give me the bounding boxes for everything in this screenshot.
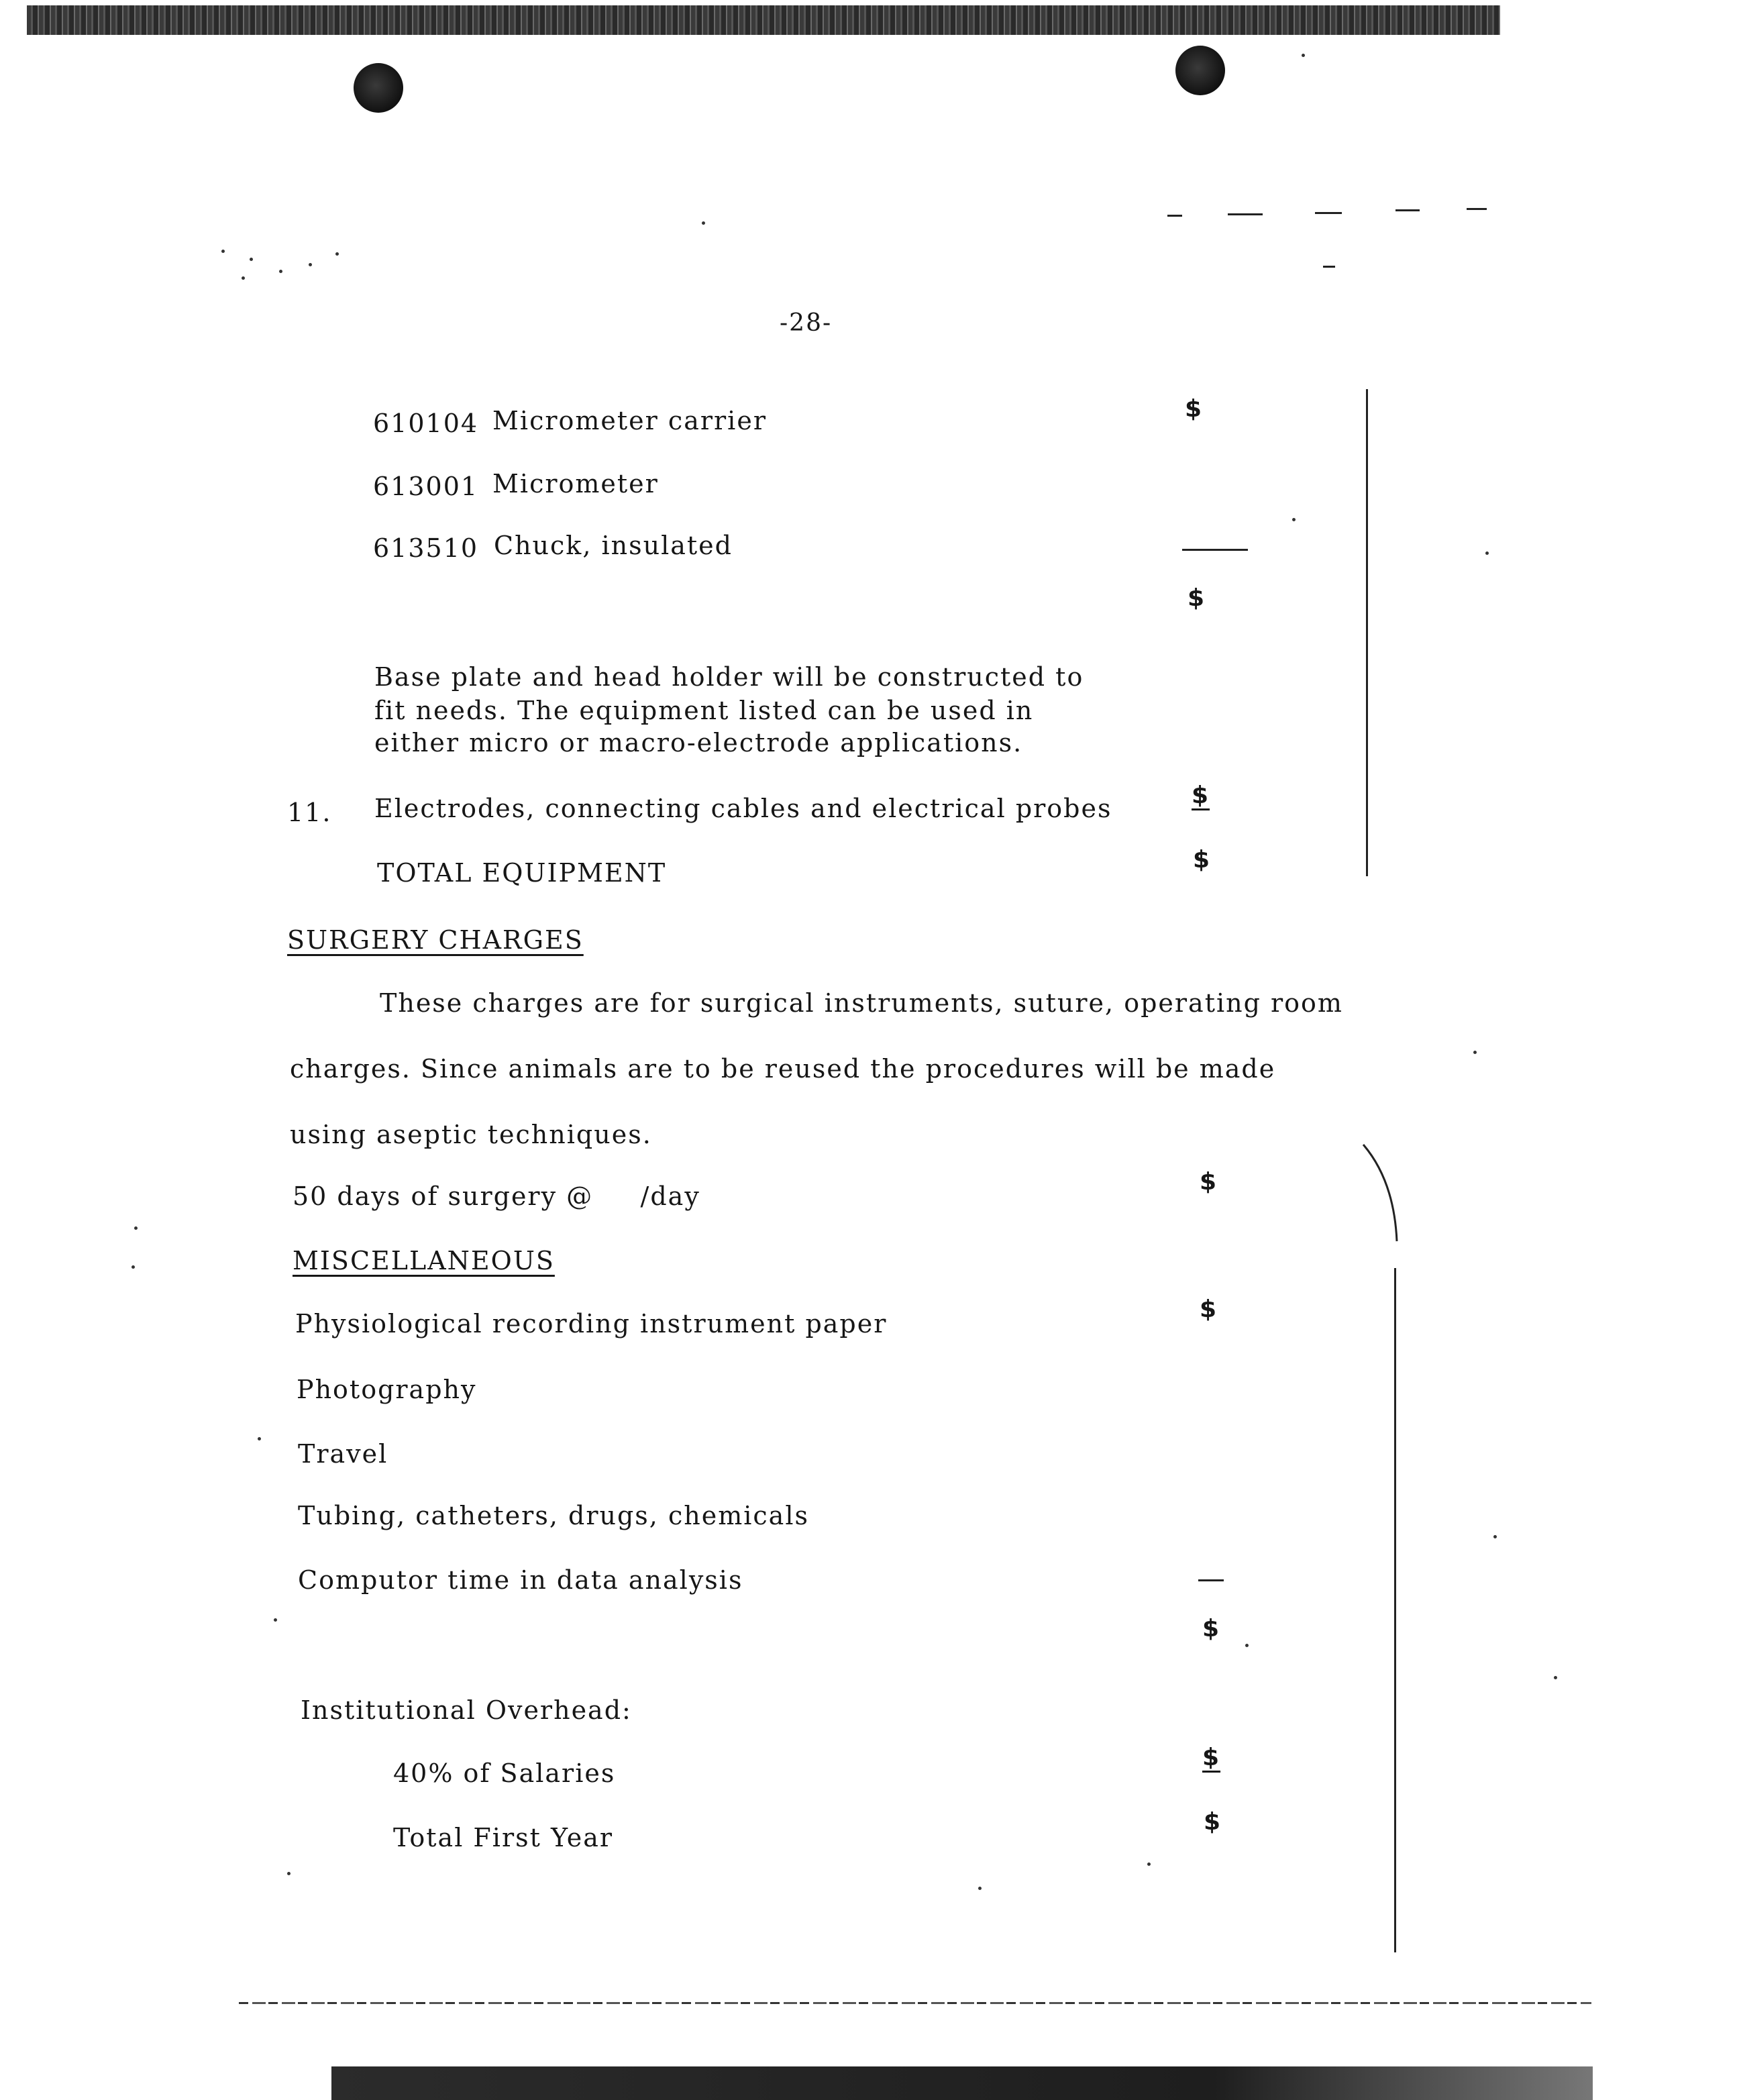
scan-speck	[1245, 1644, 1249, 1647]
equipment-item-code: 613001	[373, 472, 479, 501]
scan-speck	[1554, 1676, 1557, 1679]
overhead-salaries: 40% of Salaries	[393, 1758, 616, 1788]
scan-dash	[1467, 208, 1487, 210]
scan-border-bottom	[331, 2066, 1593, 2100]
surgery-heading: SURGERY CHARGES	[287, 925, 584, 955]
dollar-sign: $	[1200, 1296, 1218, 1323]
misc-item: Physiological recording instrument paper	[295, 1309, 888, 1338]
scan-speck	[335, 252, 339, 256]
dollar-sign: $	[1204, 1808, 1222, 1836]
scan-dash	[1323, 266, 1335, 268]
misc-item: Tubing, catheters, drugs, chemicals	[298, 1501, 809, 1530]
surgery-line: 50 days of surgery @ /day	[293, 1182, 700, 1211]
equipment-item-description: Micrometer carrier	[492, 406, 767, 435]
scan-dash	[1395, 209, 1420, 211]
scan-speck	[978, 1887, 982, 1890]
overhead-heading: Institutional Overhead:	[301, 1695, 632, 1725]
scan-line-bottom	[239, 2002, 1591, 2004]
surgery-paragraph-line: charges. Since animals are to be reused the procedures will be made	[290, 1054, 1276, 1084]
scan-speck	[134, 1226, 138, 1230]
equipment-item-code: 613510	[373, 533, 479, 563]
equipment-item-code: 610104	[373, 409, 479, 438]
misc-item: Photography	[297, 1375, 477, 1404]
scan-speck	[279, 270, 282, 273]
dollar-sign: $	[1192, 782, 1210, 809]
scan-speck	[258, 1437, 261, 1440]
scan-speck	[131, 1265, 135, 1269]
misc-item: Computor time in data analysis	[298, 1565, 743, 1595]
total-equipment-label: TOTAL EQUIPMENT	[377, 858, 667, 888]
scan-speck	[1485, 552, 1489, 555]
punch-hole-right	[1175, 46, 1225, 95]
dollar-sign: $	[1202, 1615, 1221, 1642]
scan-speck	[274, 1618, 277, 1622]
bracket-line	[1366, 389, 1368, 876]
subtotal-rule	[1198, 1579, 1224, 1581]
equipment-note-line: Base plate and head holder will be constructed to	[374, 662, 1084, 692]
equipment-item-description: Micrometer	[492, 469, 659, 498]
scan-border-top	[27, 5, 1500, 35]
surgery-paragraph-line: These charges are for surgical instruments, suture, operating room	[380, 988, 1343, 1018]
punch-hole-left	[354, 63, 403, 113]
scan-speck	[1302, 54, 1305, 57]
dollar-sign: $	[1200, 1168, 1218, 1196]
scan-speck	[250, 258, 253, 261]
scan-speck	[309, 263, 312, 266]
scan-speck	[1473, 1051, 1477, 1054]
scan-dash	[1167, 215, 1182, 217]
scan-speck	[287, 1872, 291, 1875]
scan-speck	[1493, 1535, 1497, 1538]
scan-speck	[242, 276, 245, 280]
equipment-note-line: fit needs. The equipment listed can be used in	[374, 696, 1034, 725]
miscellaneous-heading: MISCELLANEOUS	[293, 1246, 555, 1275]
dollar-sign: $	[1188, 584, 1206, 612]
bracket-line	[1394, 1268, 1396, 1952]
scan-speck	[1147, 1862, 1151, 1866]
scan-dash	[1228, 213, 1263, 215]
equipment-item-description: Chuck, insulated	[494, 531, 733, 560]
page-number: -28-	[780, 309, 833, 337]
dollar-sign: $	[1185, 395, 1204, 423]
item-description: Electrodes, connecting cables and electrical probes	[374, 794, 1112, 823]
scan-speck	[702, 221, 705, 225]
item-number: 11.	[287, 798, 332, 827]
scan-speck	[1292, 518, 1296, 521]
scan-dash	[1315, 212, 1342, 214]
overhead-total: Total First Year	[393, 1823, 614, 1852]
subtotal-rule	[1182, 549, 1248, 551]
dollar-sign: $	[1193, 846, 1212, 874]
scan-speck	[221, 250, 225, 253]
equipment-note-line: either micro or macro-electrode applications.	[374, 728, 1023, 757]
surgery-paragraph-line: using aseptic techniques.	[290, 1120, 652, 1149]
dollar-sign: $	[1202, 1744, 1221, 1771]
bracket-curve	[1355, 1141, 1409, 1248]
misc-item: Travel	[298, 1439, 388, 1469]
